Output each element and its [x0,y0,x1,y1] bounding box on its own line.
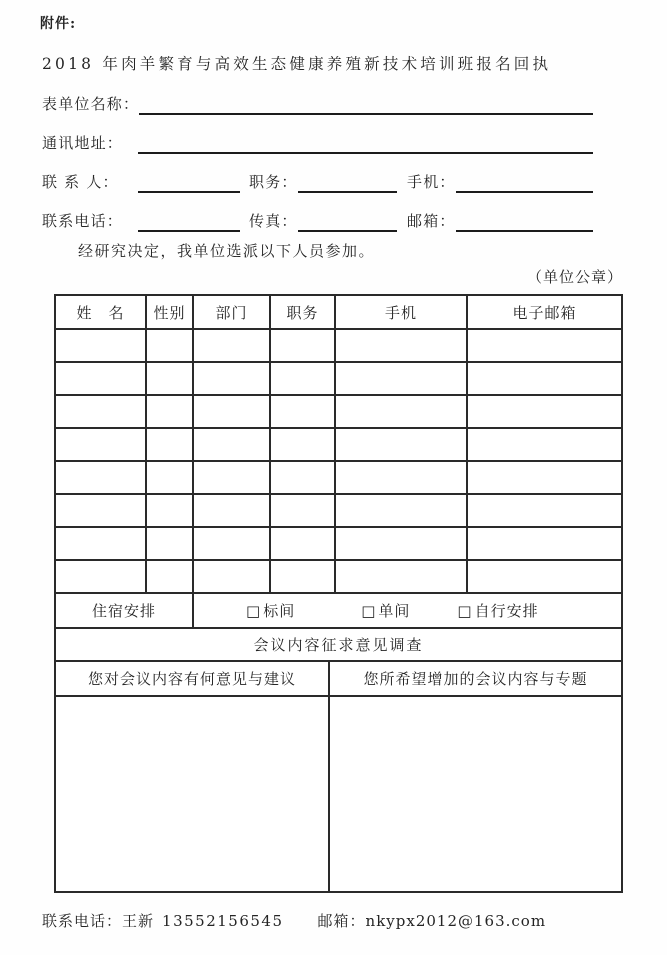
personnel-empty-cell [56,396,147,429]
lodging-option-standard-room [246,600,295,621]
question-right-header: 您所希望增加的会议内容与专题 [330,662,621,697]
personnel-empty-cell [336,561,468,594]
unit-name-row [42,76,593,115]
unit-name-blank-line [139,95,593,115]
address-row [42,115,593,154]
phone-blank-line [138,212,240,232]
header-mobile: 手机 [336,296,468,330]
decision-note: 经研究决定，我单位选派以下人员参加。 [78,242,376,260]
lodging-row [56,594,621,629]
personnel-empty-rows [56,330,621,594]
personnel-empty-cell [468,363,621,396]
lodging-option-single-room [361,600,410,621]
address-blank-line [138,134,593,154]
table-block [54,267,623,893]
personnel-empty-cell [271,330,336,363]
personnel-empty-cell [56,429,147,462]
personnel-empty-cell [336,363,468,396]
personnel-empty-cell [56,495,147,528]
personnel-empty-cell [468,396,621,429]
personnel-empty-cell [194,363,271,396]
survey-question-header-row [56,662,621,697]
personnel-empty-cell [194,561,271,594]
footer-email: nkypx2012@163.com [365,912,547,930]
personnel-table [54,294,623,893]
personnel-empty-cell [468,561,621,594]
unit-name-label: 表单位名称： [42,95,140,113]
personnel-empty-cell [468,429,621,462]
header-name: 姓 名 [56,296,147,330]
personnel-empty-cell [147,528,194,561]
contact-person-blank-line [138,173,240,193]
personnel-empty-cell [468,495,621,528]
personnel-empty-cell [336,528,468,561]
personnel-empty-cell [194,429,271,462]
checkbox-icon: □ [246,601,262,620]
mobile-blank-line [456,173,593,193]
personnel-empty-cell [147,363,194,396]
personnel-empty-cell [147,561,194,594]
personnel-empty-cell [147,462,194,495]
personnel-header-row [56,296,621,330]
fax-label: 传真： [249,212,298,230]
footer-phone-label: 联系电话： [42,912,123,930]
personnel-empty-cell [147,495,194,528]
phone-label: 联系电话： [42,212,124,230]
attachment-label: 附件: [40,16,77,32]
checkbox-icon: □ [361,601,377,620]
footer-email-label: 邮箱： [317,912,366,930]
lodging-option-label: 自行安排 [474,602,539,620]
personnel-empty-cell [56,462,147,495]
personnel-empty-cell [336,429,468,462]
document-title: 2018 年肉羊繁育与高效生态健康养殖新技术培训班报名回执 [42,55,552,73]
registration-form [42,76,593,232]
header-gender: 性别 [147,296,194,330]
duty-blank-line [298,173,397,193]
personnel-empty-cell [468,330,621,363]
lodging-option-label: 标间 [263,602,296,620]
personnel-empty-cell [271,561,336,594]
personnel-empty-cell [336,495,468,528]
personnel-empty-cell [336,462,468,495]
fax-blank-line [298,212,397,232]
personnel-empty-cell [194,495,271,528]
personnel-empty-cell [336,330,468,363]
email-label: 邮箱： [407,212,456,230]
footer-contact-name: 王新 [122,912,155,930]
footer-contact-line [42,910,546,931]
personnel-empty-cell [194,330,271,363]
lodging-label: 住宿安排 [56,594,194,629]
lodging-option-self-arranged [457,600,538,621]
personnel-empty-cell [271,495,336,528]
footer-phone-number: 13552156545 [162,912,284,930]
phone-row [42,193,593,232]
personnel-empty-cell [56,363,147,396]
header-email: 电子邮箱 [468,296,621,330]
address-label: 通讯地址： [42,134,124,152]
question-right-answer-cell [330,697,621,891]
personnel-empty-cell [147,396,194,429]
header-duty: 职务 [271,296,336,330]
personnel-empty-cell [56,330,147,363]
personnel-empty-cell [271,462,336,495]
personnel-empty-cell [194,462,271,495]
contact-row [42,154,593,193]
personnel-empty-cell [336,396,468,429]
personnel-empty-cell [271,363,336,396]
personnel-empty-cell [468,462,621,495]
personnel-empty-cell [194,396,271,429]
lodging-options [194,594,621,629]
personnel-empty-cell [194,528,271,561]
personnel-empty-cell [147,330,194,363]
mobile-label: 手机： [407,173,456,191]
checkbox-icon: □ [457,601,473,620]
personnel-empty-cell [271,528,336,561]
email-blank-line [456,212,593,232]
personnel-empty-cell [147,429,194,462]
survey-answer-row [56,697,621,891]
personnel-empty-cell [271,429,336,462]
personnel-empty-cell [56,528,147,561]
duty-label: 职务： [249,173,298,191]
question-left-answer-cell [56,697,330,891]
contact-person-label: 联 系 人： [42,173,119,191]
personnel-empty-cell [56,561,147,594]
personnel-empty-cell [271,396,336,429]
survey-title: 会议内容征求意见调查 [56,629,621,662]
question-left-header: 您对会议内容有何意见与建议 [56,662,330,697]
survey-title-row [56,629,621,662]
lodging-option-label: 单间 [378,602,411,620]
header-department: 部门 [194,296,271,330]
personnel-empty-cell [468,528,621,561]
seal-note: （单位公章） [526,268,623,286]
